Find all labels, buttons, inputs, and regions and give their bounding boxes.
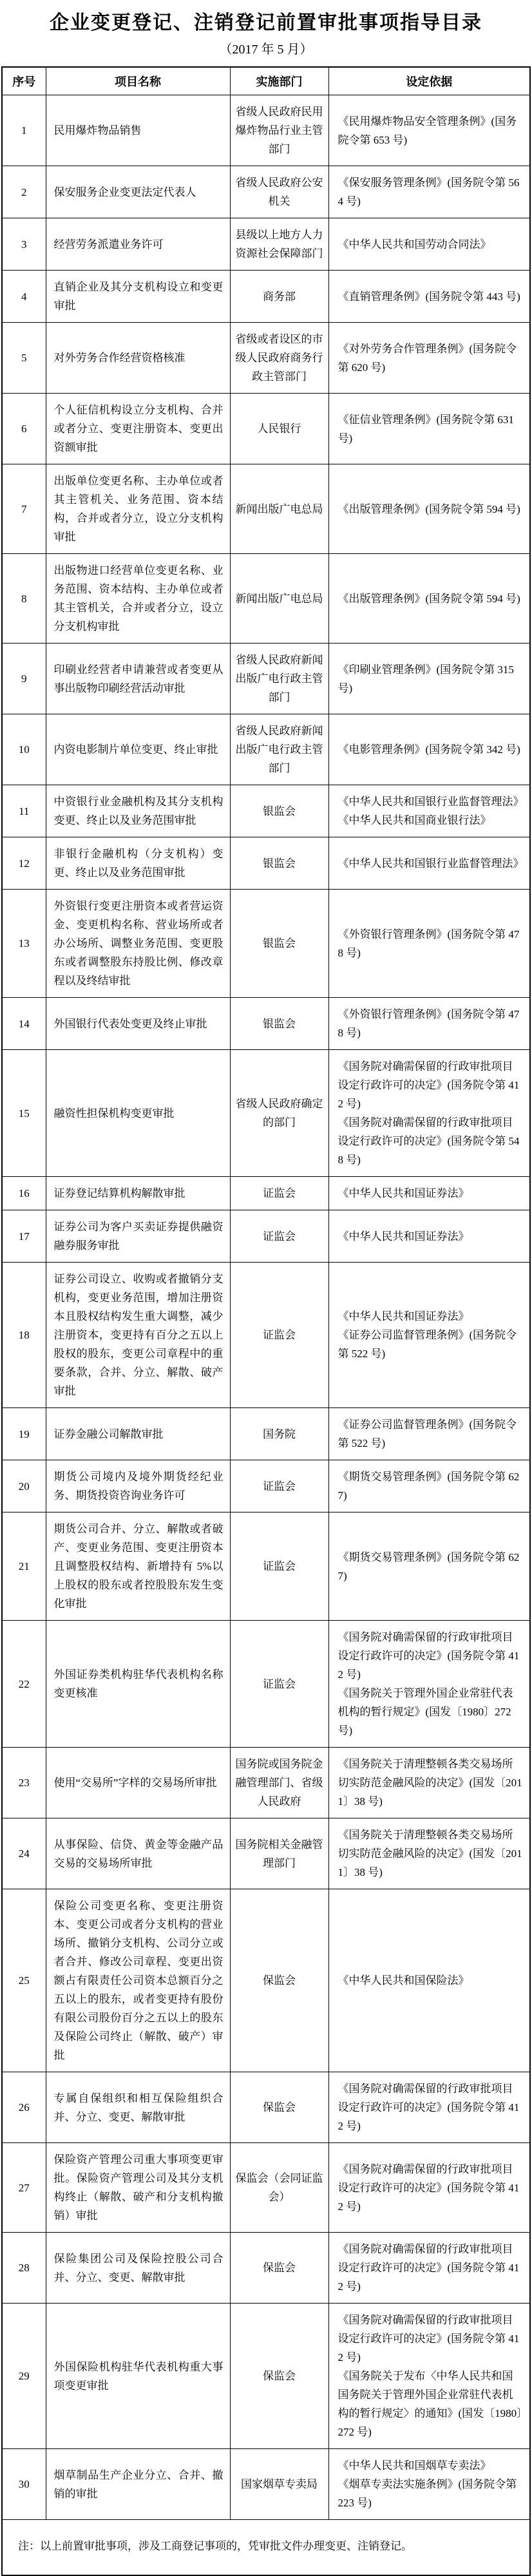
serial-cell: 25 <box>2 1889 46 2072</box>
item-name-cell: 证券登记结算机构解散审批 <box>46 1177 230 1210</box>
department-cell: 商务部 <box>230 271 328 323</box>
header-row <box>2 67 530 95</box>
serial-cell: 18 <box>2 1263 46 1408</box>
table-row <box>2 166 530 218</box>
serial-cell: 6 <box>2 394 46 464</box>
department-cell: 国务院或国务院金融管理部门、省级人民政府 <box>230 1748 328 1818</box>
basis-cell <box>328 464 530 554</box>
department-cell: 证监会 <box>230 1460 328 1512</box>
table-row <box>2 2304 530 2449</box>
serial-cell: 10 <box>2 714 46 785</box>
table-row <box>2 323 530 394</box>
table-row <box>2 1621 530 1748</box>
table-row <box>2 554 530 644</box>
basis-entry: 《国务院对确需保留的行政审批项目设定行政许可的决定》(国务院令第 548 号) <box>337 1116 520 1166</box>
basis-entry: 《证券公司监督管理条例》(国务院令第 522 号) <box>337 1329 517 1360</box>
department-cell: 银监会 <box>230 890 328 998</box>
department-cell: 证监会 <box>230 1210 328 1263</box>
department-cell: 保监会 <box>230 2072 328 2143</box>
item-name-cell: 出版物进口经营单位变更名称、业务范围、资本结构、主办单位或者其主管机关，合并或者分立，设立分支机构审批 <box>46 554 230 644</box>
basis-entry: 《电影管理条例》(国务院令第 342 号) <box>337 743 520 756</box>
department-cell: 省级人民政府确定的部门 <box>230 1050 328 1177</box>
basis-cell <box>328 2449 530 2520</box>
item-name-cell: 保安服务企业变更法定代表人 <box>46 166 230 218</box>
department-cell: 国务院 <box>230 1408 328 1460</box>
item-name-cell: 对外劳务合作经营资格核准 <box>46 323 230 394</box>
table-row <box>2 1512 530 1621</box>
basis-entry: 《中华人民共和国证券法》 <box>337 1310 470 1322</box>
item-name-cell: 证券公司设立、收购或者撤销分支机构，变更业务范围，增加注册资本且股权结构发生重大调整，减少注册资本，变更持有百分之五以上股权的股东，变更公司章程中的重要条款，合并、分立、解散、破产审批 <box>46 1263 230 1408</box>
basis-cell <box>328 837 530 890</box>
basis-entry: 《中华人民共和国银行业监督管理法》 <box>337 796 524 808</box>
serial-cell: 29 <box>2 2304 46 2449</box>
item-name-cell: 外资银行变更注册资本或者营运资金、变更机构名称、营业场所或者办公场所、调整业务范围、变更股东或者调整股东持股比例、修改章程以及终结审批 <box>46 890 230 998</box>
basis-entry: 《国务院对确需保留的行政审批项目设定行政许可的决定》(国务院令第 412 号) <box>337 2083 520 2132</box>
table-row <box>2 714 530 785</box>
table-row <box>2 394 530 464</box>
department-cell: 银监会 <box>230 837 328 890</box>
item-name-cell: 证券公司为客户买卖证券提供融资融券服务审批 <box>46 1210 230 1263</box>
table-row <box>2 1460 530 1512</box>
serial-cell: 5 <box>2 323 46 394</box>
department-cell: 县级以上地方人力资源社会保障部门 <box>230 218 328 271</box>
basis-cell <box>328 1210 530 1263</box>
basis-cell <box>328 2143 530 2233</box>
department-cell: 省级或者设区的市级人民政府商务行政主管部门 <box>230 323 328 394</box>
table-row <box>2 218 530 271</box>
department-cell: 保监会 <box>230 1889 328 2072</box>
table-row <box>2 837 530 890</box>
department-cell: 新闻出版广电总局 <box>230 464 328 554</box>
serial-cell: 3 <box>2 218 46 271</box>
item-name-cell: 印刷业经营者申请兼营或者变更从事出版物印刷经营活动审批 <box>46 644 230 714</box>
basis-cell <box>328 998 530 1050</box>
basis-cell <box>328 1889 530 2072</box>
basis-entry: 《直销管理条例》(国务院令第 443 号) <box>337 290 520 303</box>
basis-entry: 《中华人民共和国商业银行法》 <box>337 814 491 826</box>
item-name-cell: 从事保险、信贷、黄金等金融产品交易的交易场所审批 <box>46 1818 230 1889</box>
serial-cell: 7 <box>2 464 46 554</box>
item-name-cell: 直销企业及其分支机构设立和变更审批 <box>46 271 230 323</box>
basis-entry: 《中华人民共和国烟草专卖法》 <box>337 2459 491 2472</box>
item-name-cell: 中资银行业金融机构及其分支机构变更、终止以及业务范围审批 <box>46 785 230 837</box>
serial-cell: 22 <box>2 1621 46 1748</box>
serial-cell: 11 <box>2 785 46 837</box>
catalog-table <box>1 66 531 2576</box>
basis-cell <box>328 1177 530 1210</box>
item-name-cell: 专属自保组织和相互保险组织合并、分立、变更、解散审批 <box>46 2072 230 2143</box>
item-name-cell: 个人征信机构设立分支机构、合并或者分立、变更注册资本、变更出资额审批 <box>46 394 230 464</box>
basis-cell <box>328 218 530 271</box>
serial-cell: 23 <box>2 1748 46 1818</box>
item-name-cell: 出版单位变更名称、主办单位或者其主管机关、业务范围、资本结构，合并或者分立，设立分支机构审批 <box>46 464 230 554</box>
table-row <box>2 890 530 998</box>
department-cell: 证监会 <box>230 1177 328 1210</box>
table-row <box>2 2072 530 2143</box>
table-row <box>2 785 530 837</box>
serial-cell: 28 <box>2 2233 46 2304</box>
serial-cell: 26 <box>2 2072 46 2143</box>
basis-entry: 《国务院对确需保留的行政审批项目设定行政许可的决定》(国务院令第 412 号) <box>337 1631 520 1681</box>
basis-cell <box>328 1621 530 1748</box>
item-name-cell: 外国银行代表处变更及终止审批 <box>46 998 230 1050</box>
basis-entry: 《国务院关于发布〈中华人民共和国国务院关于管理外国企业常驻代表机构的暂行规定〉的通知》(国发〔1980〕272 号) <box>337 2370 522 2438</box>
basis-cell <box>328 1263 530 1408</box>
serial-cell: 20 <box>2 1460 46 1512</box>
basis-entry: 《烟草专卖法实施条例》(国务院令第 223 号) <box>337 2478 517 2509</box>
table-row <box>2 2143 530 2233</box>
table-header <box>2 67 530 95</box>
basis-cell <box>328 394 530 464</box>
basis-cell <box>328 890 530 998</box>
basis-cell <box>328 1818 530 1889</box>
serial-cell: 13 <box>2 890 46 998</box>
item-name-cell: 外国保险机构驻华代表机构重大事项变更审批 <box>46 2304 230 2449</box>
basis-entry: 《国务院关于管理外国企业常驻代表机构的暂行规定》(国发〔1980〕272 号) <box>337 1687 513 1737</box>
department-cell: 证监会 <box>230 1621 328 1748</box>
department-cell: 国家烟草专卖局 <box>230 2449 328 2520</box>
table-row <box>2 1889 530 2072</box>
item-name-cell: 保险资产管理公司重大事项变更审批。保险资产管理公司及其分支机构终止（解散、破产和分支机构撤销）审批 <box>46 2143 230 2233</box>
item-name-cell: 保险集团公司及保险控股公司合并、分立、变更、解散审批 <box>46 2233 230 2304</box>
department-cell: 国务院相关金融管理部门 <box>230 1818 328 1889</box>
item-name-cell: 期货公司合并、分立、解散或者破产、变更业务范围、变更注册资本且调整股权结构、新增持有 5%以上股权的股东或者控股股东发生变化审批 <box>46 1512 230 1621</box>
basis-cell <box>328 1512 530 1621</box>
basis-entry: 《外资银行管理条例》(国务院令第 478 号) <box>337 928 520 959</box>
department-cell: 保监会 <box>230 2233 328 2304</box>
item-name-cell: 融资性担保机构变更审批 <box>46 1050 230 1177</box>
basis-entry: 《印刷业管理条例》(国务院令第 315 号) <box>337 663 514 694</box>
serial-cell: 8 <box>2 554 46 644</box>
serial-cell: 15 <box>2 1050 46 1177</box>
table-row <box>2 1210 530 1263</box>
item-name-cell: 期货公司境内及境外期货经纪业务、期货投资咨询业务许可 <box>46 1460 230 1512</box>
serial-cell: 30 <box>2 2449 46 2520</box>
department-cell: 省级人民政府新闻出版广电行政主管部门 <box>230 644 328 714</box>
basis-cell <box>328 714 530 785</box>
serial-cell: 9 <box>2 644 46 714</box>
item-name-cell: 经营劳务派遣业务许可 <box>46 218 230 271</box>
department-cell: 证监会 <box>230 1512 328 1621</box>
serial-cell: 21 <box>2 1512 46 1621</box>
department-cell: 省级人民政府新闻出版广电行政主管部门 <box>230 714 328 785</box>
serial-cell: 19 <box>2 1408 46 1460</box>
basis-entry: 《中华人民共和国证券法》 <box>337 1230 470 1243</box>
basis-entry: 《中华人民共和国保险法》 <box>337 1974 470 1987</box>
serial-cell: 1 <box>2 95 46 166</box>
serial-cell: 12 <box>2 837 46 890</box>
item-name-cell: 外国证券类机构驻华代表机构名称变更核准 <box>46 1621 230 1748</box>
item-name-cell: 烟草制品生产企业分立、合并、撤销的审批 <box>46 2449 230 2520</box>
basis-entry: 《证券公司监督管理条例》(国务院令第 522 号) <box>337 1418 517 1449</box>
basis-entry: 《国务院对确需保留的行政审批项目设定行政许可的决定》(国务院令第 412 号) <box>337 2162 520 2213</box>
item-name-cell: 使用“交易所”字样的交易场所审批 <box>46 1748 230 1818</box>
department-cell: 银监会 <box>230 785 328 837</box>
table-row <box>2 1263 530 1408</box>
basis-cell <box>328 2233 530 2304</box>
basis-cell <box>328 166 530 218</box>
table-body <box>2 95 530 2520</box>
table-row <box>2 464 530 554</box>
page-title: 企业变更登记、注销登记前置审批事项指导目录 <box>50 12 482 33</box>
basis-entry: 《国务院对确需保留的行政审批项目设定行政许可的决定》(国务院令第 412 号) <box>337 2314 520 2363</box>
table-footer <box>2 2520 530 2576</box>
basis-cell <box>328 1408 530 1460</box>
basis-entry: 《对外劳务合作管理条例》(国务院令第 620 号) <box>337 342 517 374</box>
basis-cell <box>328 323 530 394</box>
serial-cell: 4 <box>2 271 46 323</box>
basis-cell <box>328 271 530 323</box>
serial-cell: 27 <box>2 2143 46 2233</box>
column-header-serial: 序号 <box>2 67 46 95</box>
basis-cell <box>328 95 530 166</box>
serial-cell: 16 <box>2 1177 46 1210</box>
item-name-cell: 内资电影制片单位变更、终止审批 <box>46 714 230 785</box>
column-header-item: 项目名称 <box>46 67 230 95</box>
serial-cell: 24 <box>2 1818 46 1889</box>
department-cell: 人民银行 <box>230 394 328 464</box>
basis-entry: 《征信业管理条例》(国务院令第 631 号) <box>337 413 514 444</box>
basis-cell <box>328 644 530 714</box>
table-row <box>2 1748 530 1818</box>
basis-entry: 《中华人民共和国银行业监督管理法》 <box>337 857 524 870</box>
basis-entry: 《期货交易管理条例》(国务院令第 627) <box>337 1471 520 1502</box>
page-subtitle: （2017 年 5 月） <box>219 43 313 57</box>
basis-cell <box>328 785 530 837</box>
table-row <box>2 1818 530 1889</box>
department-cell: 证监会 <box>230 1263 328 1408</box>
department-cell: 保监会 <box>230 2304 328 2449</box>
department-cell: 省级人民政府民用爆炸物品行业主管部门 <box>230 95 328 166</box>
footer-note: 注：以上前置审批事项，涉及工商登记事项的，凭审批文件办理变更、注销登记。 <box>2 2520 530 2576</box>
basis-entry: 《中华人民共和国证券法》 <box>337 1187 470 1199</box>
basis-entry: 《民用爆炸物品安全管理条例》(国务院令第 653 号) <box>337 115 517 146</box>
item-name-cell: 保险公司变更名称、变更注册资本、变更公司或者分支机构的营业场所、撤销分支机构、公司分立或者合并、修改公司章程、变更出资额占有限责任公司资本总额百分之五以上的股东，或者变更持有股份有限公司股份百分之五以上的股东及保险公司终止（解散、破产）审批 <box>46 1889 230 2072</box>
department-cell: 新闻出版广电总局 <box>230 554 328 644</box>
column-header-department: 实施部门 <box>230 67 328 95</box>
department-cell: 省级人民政府公安机关 <box>230 166 328 218</box>
basis-entry: 《国务院对确需保留的行政审批项目设定行政许可的决定》(国务院令第 412 号) <box>337 2243 520 2293</box>
basis-entry: 《国务院关于清理整顿各类交易场所切实防范金融风险的决定》(国发〔2011〕38 号) <box>337 1829 522 1878</box>
basis-entry: 《保安服务管理条例》(国务院令第 564 号) <box>337 177 520 207</box>
table-row <box>2 2449 530 2520</box>
serial-cell: 2 <box>2 166 46 218</box>
basis-entry: 《国务院关于清理整顿各类交易场所切实防范金融风险的决定》(国发〔2011〕38 号) <box>337 1758 522 1808</box>
table-row <box>2 1408 530 1460</box>
table-row <box>2 1050 530 1177</box>
item-name-cell: 证券金融公司解散审批 <box>46 1408 230 1460</box>
basis-entry: 《期货交易管理条例》(国务院令第 627) <box>337 1550 520 1582</box>
table-row <box>2 998 530 1050</box>
note-row <box>2 2520 530 2576</box>
table-row <box>2 1177 530 1210</box>
basis-cell <box>328 2072 530 2143</box>
item-name-cell: 民用爆炸物品销售 <box>46 95 230 166</box>
basis-cell <box>328 1050 530 1177</box>
basis-entry: 《国务院对确需保留的行政审批项目设定行政许可的决定》(国务院令第 412 号) <box>337 1060 520 1110</box>
basis-cell <box>328 2304 530 2449</box>
table-row <box>2 644 530 714</box>
basis-cell <box>328 1460 530 1512</box>
basis-entry: 《中华人民共和国劳动合同法》 <box>337 238 491 251</box>
table-row <box>2 2233 530 2304</box>
basis-entry: 《外资银行管理条例》(国务院令第 478 号) <box>337 1008 520 1039</box>
table-row <box>2 271 530 323</box>
table-row <box>2 95 530 166</box>
serial-cell: 17 <box>2 1210 46 1263</box>
serial-cell: 14 <box>2 998 46 1050</box>
basis-entry: 《出版管理条例》(国务院令第 594 号) <box>337 592 520 605</box>
department-cell: 保监会（会同证监会） <box>230 2143 328 2233</box>
column-header-basis: 设定依据 <box>328 67 530 95</box>
item-name-cell: 非银行金融机构（分支机构）变更、终止以及业务范围审批 <box>46 837 230 890</box>
basis-cell <box>328 1748 530 1818</box>
basis-cell <box>328 554 530 644</box>
department-cell: 银监会 <box>230 998 328 1050</box>
basis-entry: 《出版管理条例》(国务院令第 594 号) <box>337 502 520 515</box>
